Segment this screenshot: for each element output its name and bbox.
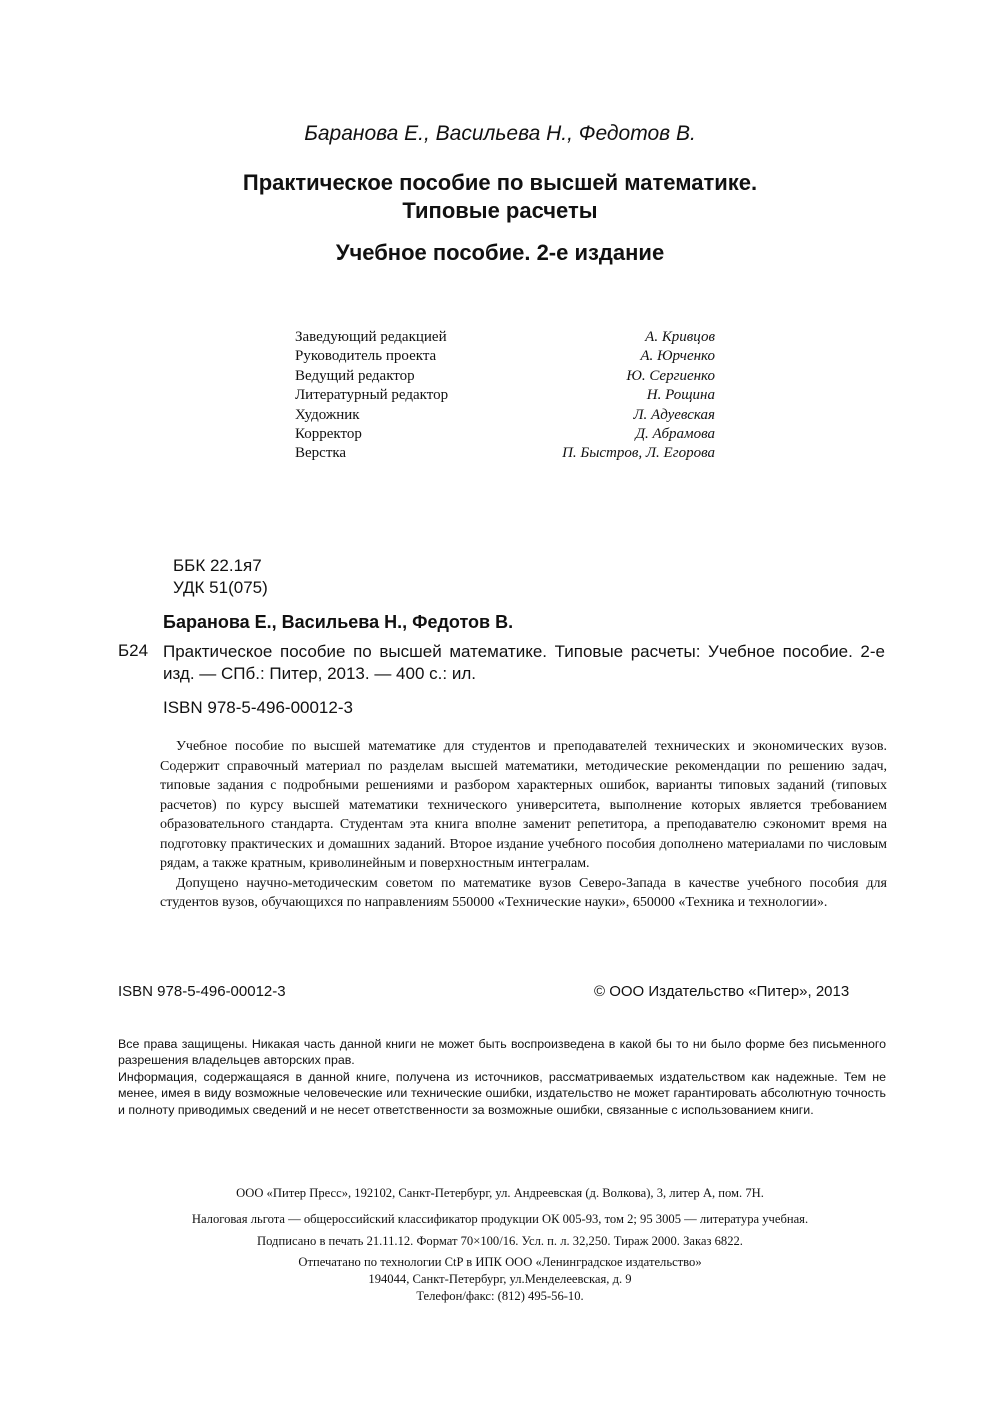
author-mark: Б24 (118, 641, 149, 660)
staff-role: Художник (295, 406, 360, 423)
staff-row (295, 347, 715, 366)
book-title-line1: Практическое пособие по высшей математике. (242, 170, 758, 195)
staff-row (295, 367, 715, 386)
staff-name: Н. Рощина (646, 387, 715, 404)
tax-benefit-line: Налоговая льгота — общероссийский классификатор продукции ОК 005-93, том 2; 95 3005 — литература учебная. (191, 1212, 809, 1226)
staff-row (295, 444, 715, 463)
rights-paragraph: Информация, содержащаяся в данной книге, получена из источников, рассматриваемых издательством как надежные. Тем не менее, имея в виду возможные человеческие или технические ошибки, издательство не может гарантировать абсолютную точность и полноту приводимых сведений и не несет ответственности за возможные ошибки, связанные с использованием книги. (118, 1069, 886, 1117)
staff-role: Верстка (295, 445, 347, 462)
publisher-address: ООО «Питер Пресс», 192102, Санкт-Петербург, ул. Андреевская (д. Волкова), 3, литер А, пом. 7Н. (236, 1186, 764, 1200)
printer-info (0, 1254, 1000, 1305)
staff-name: А. Юрченко (640, 348, 715, 365)
classification-codes (173, 555, 268, 599)
isbn-footer: ISBN 978-5-496-00012-3 (118, 983, 286, 1000)
copyright-notice: © ООО Издательство «Питер», 2013 (594, 983, 850, 1000)
staff-row (295, 406, 715, 425)
staff-name: Д. Абрамова (635, 425, 715, 442)
catalog-description: Практическое пособие по высшей математике. Типовые расчеты: Учебное пособие. 2-е изд. — СПб.: Питер, 2013. — 400 с.: ил. (163, 642, 885, 683)
staff-role: Ведущий редактор (295, 367, 415, 384)
staff-name: Ю. Сергиенко (626, 367, 715, 384)
staff-row (295, 328, 715, 347)
annotation-paragraph: Допущено научно-методическим советом по математике вузов Северо-Запада в качестве учебного пособия для студентов вузов, обучающихся по направлениям 550000 «Технические науки», 650000 «Техника и технологии». (160, 875, 887, 910)
printer-address: 194044, Санкт-Петербург, ул.Менделеевская, д. 9 (368, 1272, 632, 1286)
rights-notice (118, 1036, 886, 1118)
printer-phone: Телефон/факс: (812) 495-56-10. (416, 1289, 584, 1303)
staff-name: А. Кривцов (645, 329, 715, 345)
editorial-staff-list (295, 328, 715, 464)
staff-row (295, 425, 715, 444)
staff-role: Руководитель проекта (295, 348, 437, 365)
catalog-authors: Баранова Е., Васильева Н., Федотов В. (163, 612, 514, 632)
staff-role: Заведующий редакцией (295, 329, 447, 345)
staff-role: Корректор (295, 425, 362, 442)
book-subtitle: Учебное пособие. 2-е издание (335, 240, 665, 265)
annotation (160, 737, 887, 913)
printer-name: Отпечатано по технологии CtP в ИПК ООО «Ленинградское издательство» (298, 1255, 702, 1269)
staff-name: Л. Адуевская (633, 406, 715, 423)
staff-name: П. Быстров, Л. Егорова (562, 445, 715, 462)
annotation-paragraph: Учебное пособие по высшей математике для студентов и преподавателей технических и экономических вузов. Содержит справочный материал по разделам высшей математики, методические рекомендации по решению задач, типовые задания с подробными решениями и разбором характерных ошибок, варианты типовых заданий (типовых расчетов) по курсу высшей математики технического университета, выполнение которых является требованием образовательного стандарта. Студентам эта книга вполне заменит репетитора, а преподавателю сэкономит время на подготовку практических и домашних заданий. Второе издание учебного пособия дополнено материалами по числовым рядам, а также кратным, криволинейным и поверхностным интегралам. (160, 739, 887, 871)
udk-code: УДК 51(075) (173, 578, 268, 597)
staff-row (295, 386, 715, 405)
catalog-isbn: ISBN 978-5-496-00012-3 (163, 698, 353, 717)
book-title-line2: Типовые расчеты (402, 198, 598, 223)
staff-role: Литературный редактор (295, 387, 449, 404)
authors-heading: Баранова Е., Васильева Н., Федотов В. (304, 122, 696, 145)
print-info-line: Подписано в печать 21.11.12. Формат 70×100/16. Усл. п. л. 32,250. Тираж 2000. Заказ 6822. (257, 1234, 743, 1248)
bbk-code: ББК 22.1я7 (173, 556, 262, 575)
rights-paragraph: Все права защищены. Никакая часть данной книги не может быть воспроизведена в какой бы то ни было форме без письменного разрешения владельцев авторских прав. (118, 1037, 886, 1068)
